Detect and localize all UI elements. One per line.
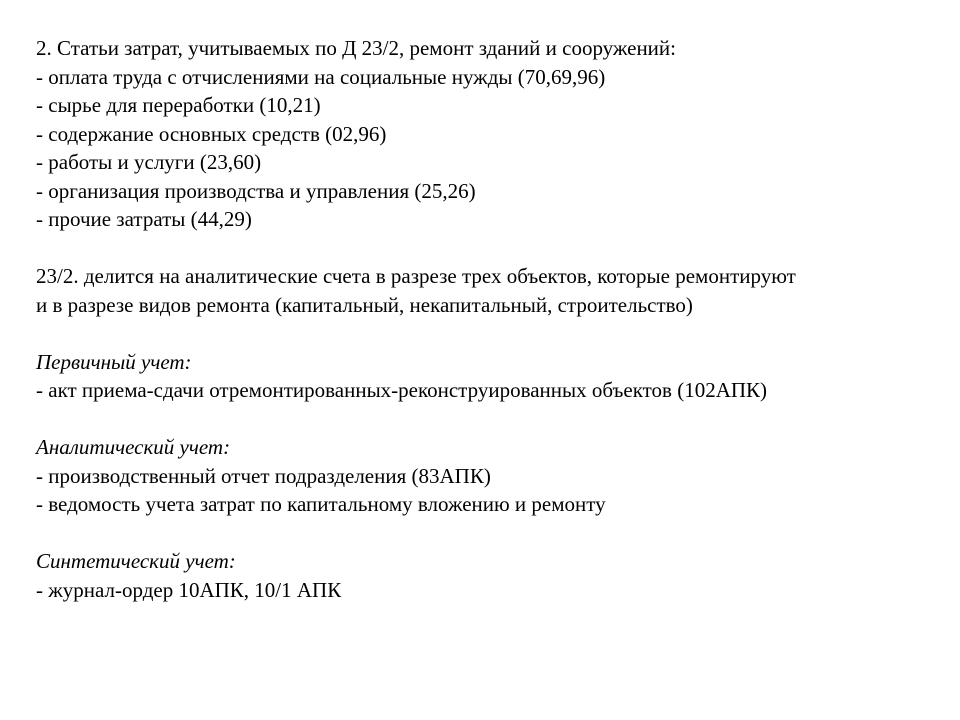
synthetic-accounting-item: - журнал-ордер 10АПК, 10/1 АПК (36, 577, 342, 602)
spacer (36, 319, 936, 348)
primary-accounting-section (36, 348, 936, 405)
costs-item: - организация производства и управления (25,26) (36, 178, 476, 203)
spacer (36, 519, 936, 548)
analytic-accounting-item: - производственный отчет подразделения (83АПК) (36, 463, 491, 488)
analytic-accounting-heading: Аналитический учет: (36, 435, 231, 459)
primary-accounting-item: - акт приема-сдачи отремонтированных-реконструированных объектов (102АПК) (36, 378, 768, 402)
analytic-accounts-line: и в разрезе видов ремонта (капитальный, некапитальный, строительство) (36, 292, 693, 317)
analytic-accounting-section (36, 433, 936, 519)
synthetic-accounting-heading: Синтетический учет: (36, 549, 236, 573)
spacer (36, 405, 936, 434)
costs-section (36, 34, 936, 234)
costs-heading: 2. Статьи затрат, учитываемых по Д 23/2, ремонт зданий и сооружений: (36, 36, 676, 60)
costs-item: - оплата труда с отчислениями на социальные нужды (70,69,96) (36, 64, 606, 89)
primary-accounting-heading: Первичный учет: (36, 349, 192, 374)
synthetic-accounting-section (36, 547, 936, 604)
costs-item: - прочие затраты (44,29) (36, 207, 252, 231)
spacer (36, 234, 936, 263)
analytic-accounts-line: 23/2. делится на аналитические счета в разрезе трех объектов, которые ремонтируют (36, 264, 796, 288)
document-body (36, 34, 936, 604)
analytic-accounting-item: - ведомость учета затрат по капитальному вложению и ремонту (36, 492, 606, 516)
costs-item: - работы и услуги (23,60) (36, 150, 262, 174)
costs-item: - содержание основных средств (02,96) (36, 121, 387, 146)
costs-item: - сырье для переработки (10,21) (36, 93, 321, 117)
analytic-accounts-section (36, 262, 936, 319)
